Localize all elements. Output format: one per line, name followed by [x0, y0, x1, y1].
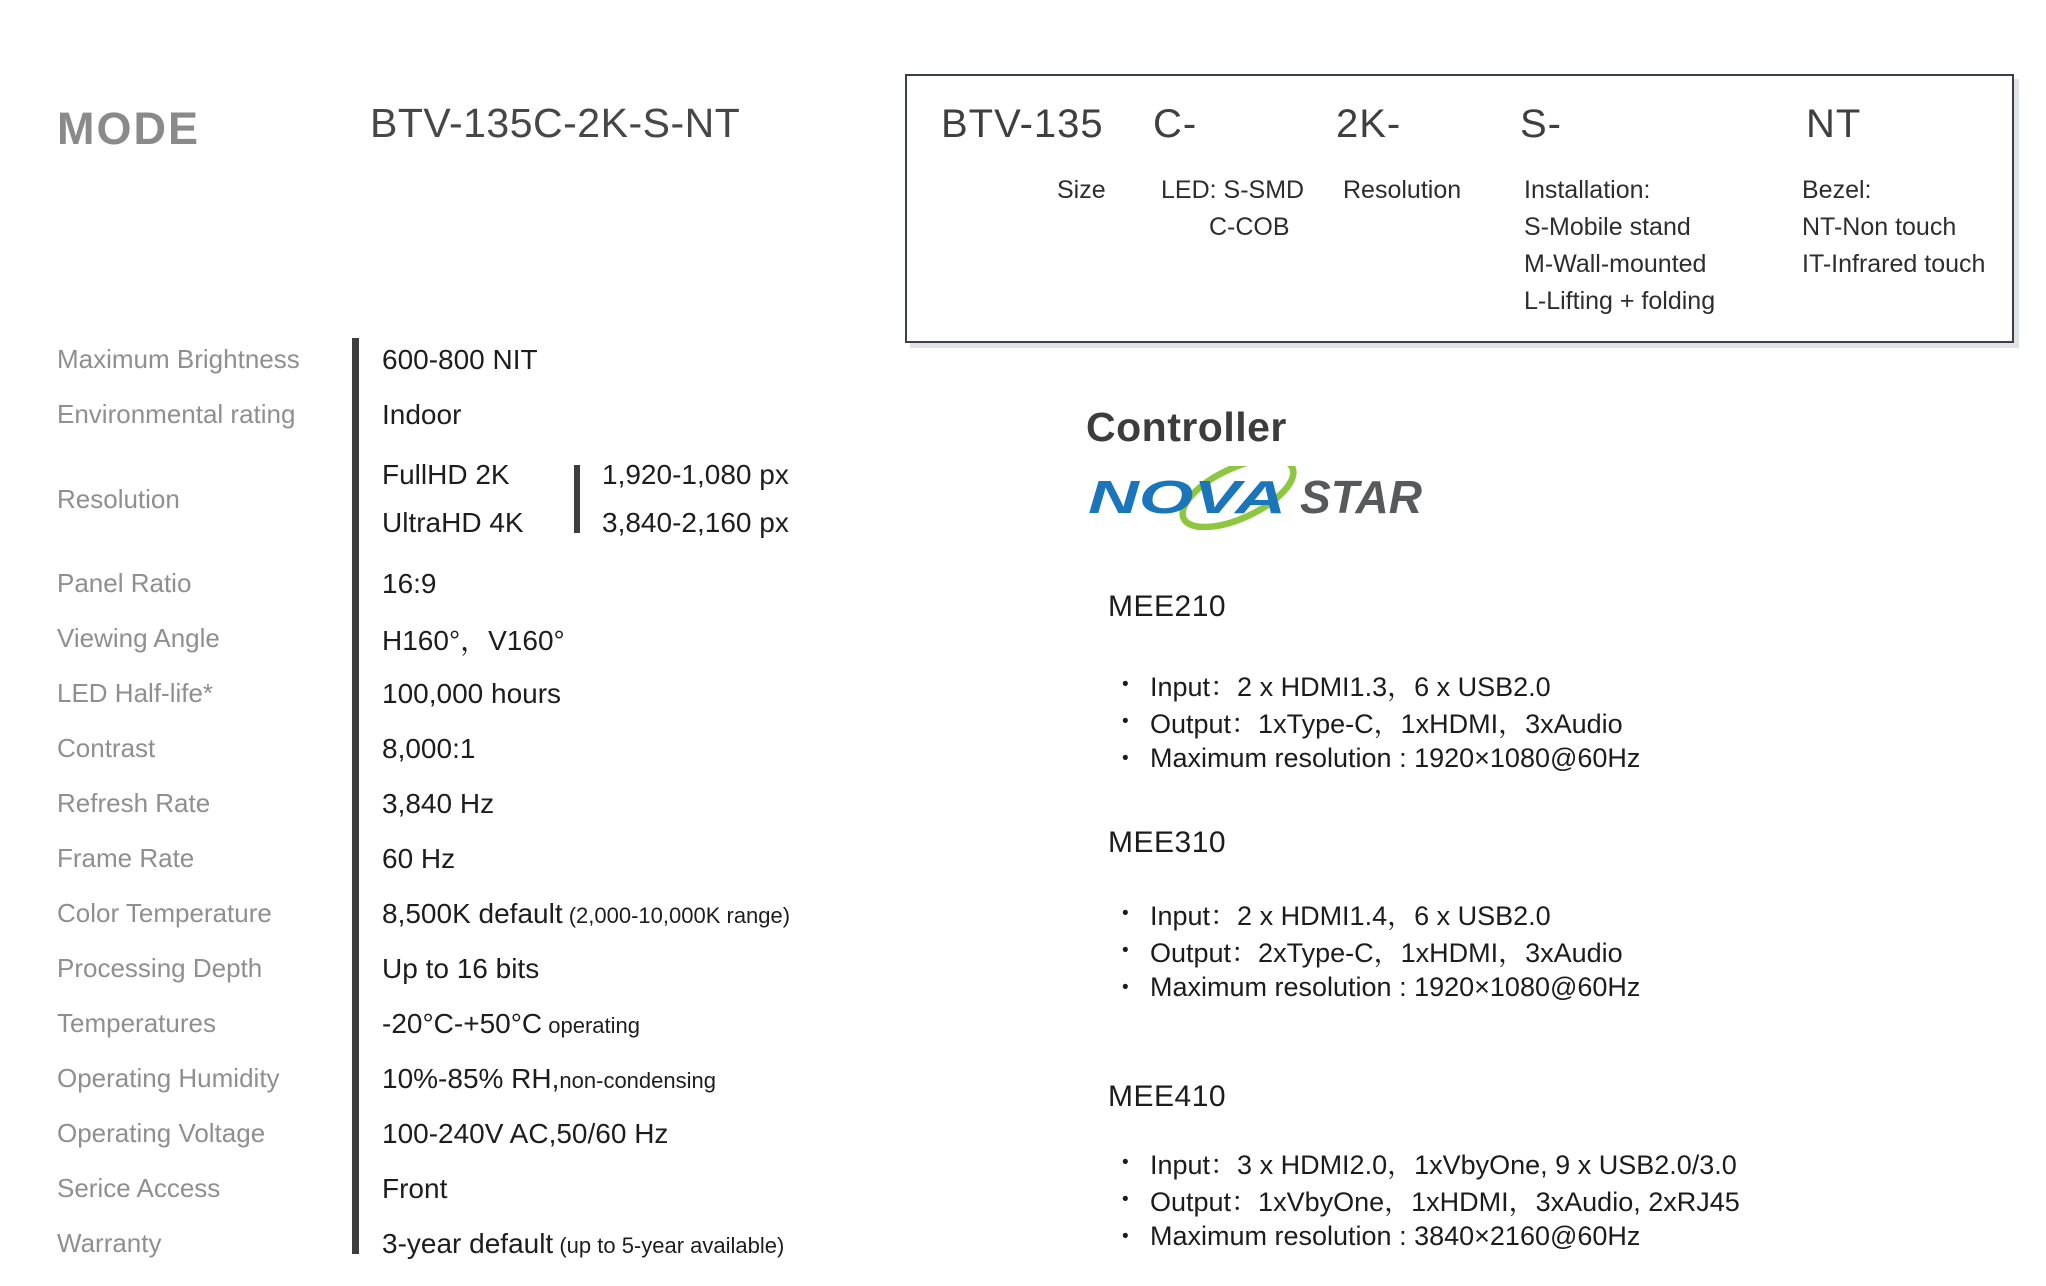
resolution-value: 1,920-1,080 px	[602, 459, 789, 490]
spec-value	[352, 344, 538, 376]
spec-row-max-brightness	[57, 332, 977, 387]
legend-line: S-Mobile stand	[1524, 213, 1691, 241]
spec-value-note: (up to 5-year available)	[553, 1232, 785, 1258]
spec-value-text: H160°，V160°	[382, 624, 565, 656]
spec-label: Resolution	[57, 483, 180, 514]
spec-row-resolution	[57, 442, 977, 556]
spec-value	[352, 568, 437, 600]
bullet-text: Output：1xVbyOne，1xHDMI，3xAudio, 2xRJ45	[1150, 1187, 1740, 1217]
controller-model-specs	[1108, 895, 1640, 1006]
spec-bullet	[1122, 740, 1640, 777]
legend-installation	[1524, 172, 1715, 320]
bullet-text: Maximum resolution : 1920×1080@60Hz	[1150, 972, 1641, 1002]
bullet-icon: •	[1122, 1188, 1129, 1210]
spec-label: Viewing Angle	[57, 623, 220, 653]
bullet-text: Input：2 x HDMI1.4，6 x USB2.0	[1150, 901, 1551, 931]
model-part-led: C-	[1153, 102, 1198, 146]
spec-value-text: 8,500K default	[382, 897, 563, 929]
bullet-icon: •	[1122, 976, 1129, 998]
spec-value-text: Up to 16 bits	[382, 952, 540, 984]
spec-row-panel-ratio	[57, 556, 977, 611]
bullet-icon: •	[1122, 1151, 1129, 1173]
spec-value-text: -20°C-+50°C	[382, 1007, 543, 1039]
spec-label: Frame Rate	[57, 843, 195, 873]
spec-row-service-access	[57, 1161, 977, 1216]
spec-label: Temperatures	[57, 1008, 216, 1038]
bullet-icon: •	[1122, 673, 1129, 695]
controller-heading: Controller	[1086, 404, 1287, 450]
legend-resolution	[1343, 172, 1461, 209]
spec-value	[352, 678, 561, 710]
controller-model-mee210	[1108, 590, 1928, 773]
spec-row-operating-voltage	[57, 1106, 977, 1161]
controller-model-name: MEE310	[1108, 826, 1227, 859]
spec-value-text: 3,840 Hz	[382, 787, 495, 819]
resolution-entry	[382, 507, 977, 539]
spec-bullet	[1122, 666, 1640, 703]
resolution-divider-bar	[574, 465, 580, 533]
bullet-text: Maximum resolution : 1920×1080@60Hz	[1150, 743, 1641, 773]
spec-value	[352, 788, 494, 820]
spec-value-text: 100,000 hours	[382, 677, 562, 709]
legend-line: L-Lifting + folding	[1524, 287, 1716, 315]
spec-bullet	[1122, 1144, 1740, 1181]
bullet-icon: •	[1122, 939, 1129, 961]
legend-line: LED: S-SMD	[1161, 176, 1305, 204]
spec-value-text: 8,000:1	[382, 732, 476, 764]
spec-bullet	[1122, 703, 1640, 740]
legend-line: C-COB	[1209, 213, 1290, 241]
legend-line: Installation:	[1524, 176, 1651, 204]
controller-model-specs	[1108, 1144, 1740, 1255]
page-title: MODE	[57, 103, 200, 154]
bullet-icon: •	[1122, 747, 1129, 769]
spec-value-text: 3-year default	[382, 1227, 554, 1259]
spec-value	[352, 1118, 668, 1150]
spec-value	[352, 1008, 640, 1040]
spec-bullet	[1122, 1218, 1740, 1255]
spec-label: Warranty	[57, 1228, 162, 1258]
spec-value	[352, 619, 565, 659]
bullet-text: Output：2xType-C，1xHDMI，3xAudio	[1150, 938, 1623, 968]
spec-label: Panel Ratio	[57, 568, 192, 598]
bullet-text: Maximum resolution : 3840×2160@60Hz	[1150, 1221, 1641, 1251]
spec-row-processing-depth	[57, 941, 977, 996]
legend-line: NT-Non touch	[1802, 213, 1957, 241]
spec-value-note: operating	[542, 1012, 640, 1038]
spec-value	[352, 898, 790, 930]
spec-row-color-temperature	[57, 886, 977, 941]
spec-row-refresh-rate	[57, 776, 977, 831]
spec-value	[352, 953, 539, 985]
spec-value	[352, 399, 461, 431]
spec-label: Maximum Brightness	[57, 344, 300, 374]
spec-value	[352, 733, 475, 765]
spec-label: Operating Humidity	[57, 1063, 280, 1093]
spec-row-viewing-angle	[57, 611, 977, 666]
spec-value	[352, 1063, 716, 1095]
spec-bullet	[1122, 969, 1640, 1006]
spec-row-frame-rate	[57, 831, 977, 886]
spec-row-operating-humidity	[57, 1051, 977, 1106]
spec-label: Processing Depth	[57, 953, 263, 983]
spec-label: Refresh Rate	[57, 788, 211, 818]
spec-value-text: Front	[382, 1172, 448, 1204]
spec-value-text: 16:9	[382, 567, 437, 599]
spec-label: Contrast	[57, 733, 156, 763]
spec-value-text: 10%-85% RH,	[382, 1062, 560, 1094]
bullet-icon: •	[1122, 902, 1129, 924]
spec-row-led-half-life	[57, 666, 977, 721]
resolution-name: UltraHD 4K	[382, 507, 524, 538]
spec-label: Environmental rating	[57, 399, 296, 429]
bullet-icon: •	[1122, 710, 1129, 732]
spec-label: LED Half-life*	[57, 678, 214, 708]
spec-label: Color Temperature	[57, 898, 272, 928]
model-naming-box	[905, 74, 2014, 343]
controller-model-mee410	[1108, 1080, 1928, 1251]
legend-line: Bezel:	[1802, 176, 1872, 204]
model-code: BTV-135C-2K-S-NT	[370, 100, 741, 146]
spec-bullet	[1122, 932, 1640, 969]
spec-bullet	[1122, 895, 1640, 932]
resolution-value: 3,840-2,160 px	[602, 507, 789, 538]
spec-value-note: (2,000-10,000K range)	[562, 902, 791, 928]
legend-line: Size	[1057, 176, 1106, 204]
resolution-name: FullHD 2K	[382, 459, 510, 490]
model-part-resolution: 2K-	[1336, 102, 1402, 146]
bullet-icon: •	[1122, 1225, 1129, 1247]
model-part-size: BTV-135	[941, 102, 1104, 146]
spec-value-text: Indoor	[382, 398, 462, 430]
logo-nova-text: NOVA	[1088, 471, 1286, 523]
spec-row-environmental-rating	[57, 387, 977, 442]
legend-line: Resolution	[1343, 176, 1462, 204]
spec-bullet	[1122, 1181, 1740, 1218]
spec-label: Operating Voltage	[57, 1118, 266, 1148]
resolution-entry	[382, 459, 977, 491]
spec-value	[352, 843, 455, 875]
spec-label: Serice Access	[57, 1173, 221, 1203]
legend-led	[1161, 172, 1304, 246]
bullet-text: Input：2 x HDMI1.3，6 x USB2.0	[1150, 672, 1551, 702]
bullet-text: Output：1xType-C，1xHDMI，3xAudio	[1150, 709, 1623, 739]
spec-row-contrast	[57, 721, 977, 776]
legend-size	[1057, 172, 1106, 209]
logo-star-text: STAR	[1300, 471, 1422, 523]
novastar-logo	[1086, 466, 1426, 530]
spec-table	[57, 332, 977, 1271]
spec-value-text: 600-800 NIT	[382, 343, 538, 375]
spec-row-temperatures	[57, 996, 977, 1051]
legend-line: IT-Infrared touch	[1802, 250, 1986, 278]
spec-value	[352, 1228, 784, 1260]
legend-bezel	[1802, 172, 1985, 283]
spec-value-note: non-condensing	[559, 1067, 716, 1093]
controller-model-name: MEE210	[1108, 590, 1227, 623]
resolution-subtable	[352, 459, 977, 539]
legend-line: M-Wall-mounted	[1524, 250, 1707, 278]
spec-row-warranty	[57, 1216, 977, 1271]
spec-value	[352, 1173, 447, 1205]
controller-model-mee310	[1108, 826, 1928, 1002]
spec-value-text: 60 Hz	[382, 842, 456, 874]
controller-model-name: MEE410	[1108, 1080, 1227, 1113]
model-part-installation: S-	[1520, 102, 1562, 146]
spec-value-text: 100-240V AC,50/60 Hz	[382, 1117, 669, 1149]
controller-model-specs	[1108, 666, 1640, 777]
model-part-bezel: NT	[1806, 102, 1862, 146]
bullet-text: Input：3 x HDMI2.0，1xVbyOne, 9 x USB2.0/3.0	[1150, 1150, 1737, 1180]
